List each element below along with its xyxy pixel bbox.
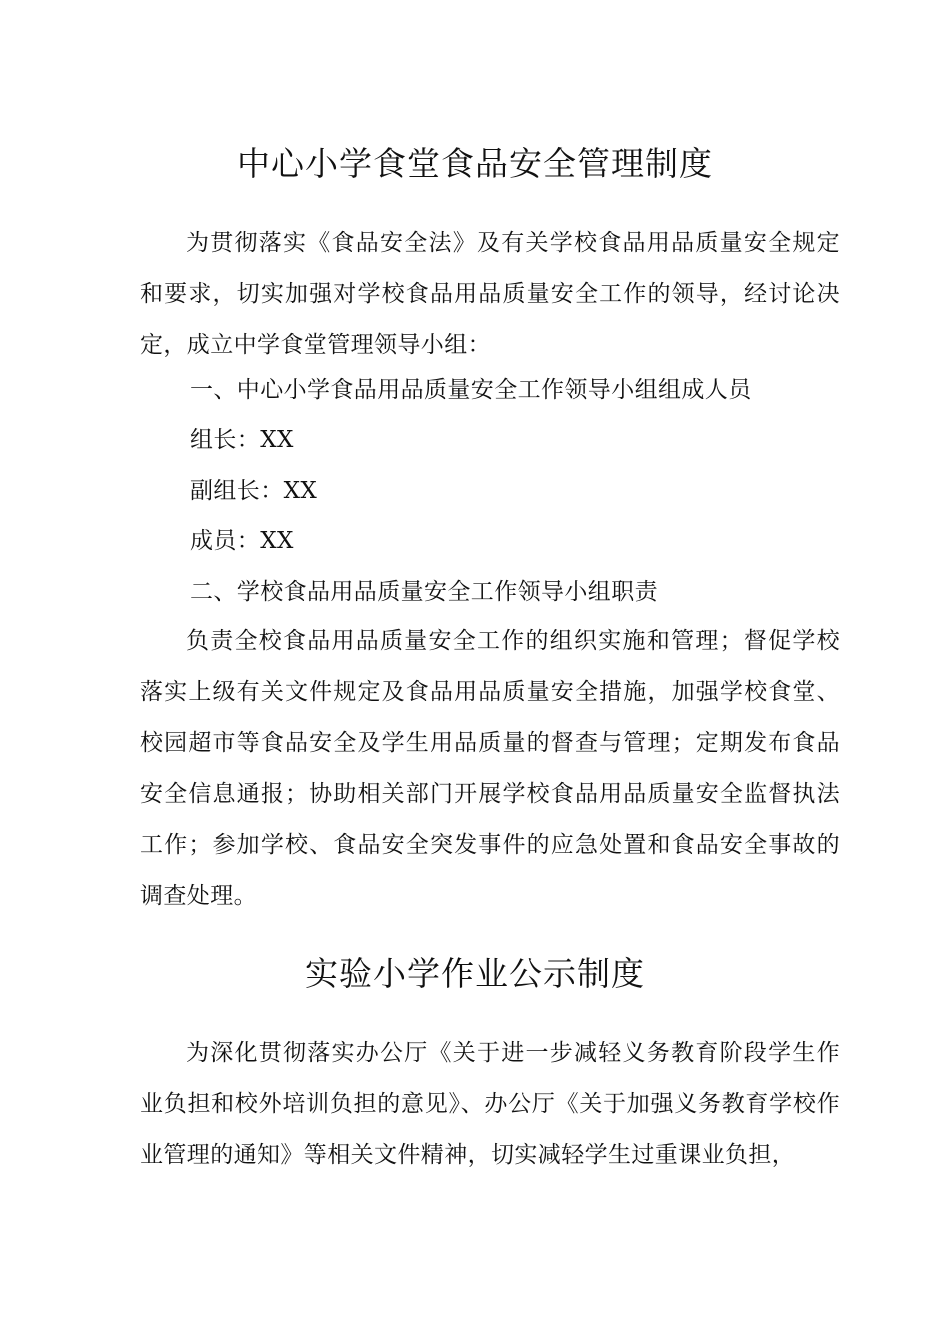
section1-intro-paragraph: 为贯彻落实《食品安全法》及有关学校食品用品质量安全规定和要求，切实加强对学校食品用品质量安全工作的领导，经讨论决定，成立中学食堂管理领导小组：: [140, 230, 840, 358]
section1-duties-paragraph: 负责全校食品用品质量安全工作的组织实施和管理；督促学校落实上级有关文件规定及食品用品质量安全措施，加强学校食堂、校园超市等食品安全及学生用品质量的督查与管理；定期发布食品安全信息通报；协助相关部门开展学校食品用品质量安全监督执法工作；参加学校、食品安全突发事件的应急处置和食品安全事故的调查处理。: [140, 628, 840, 909]
section2-intro-paragraph: 为深化贯彻落实办公厅《关于进一步减轻义务教育阶段学生作业负担和校外培训负担的意见》、办公厅《关于加强义务教育学校作业管理的通知》等相关文件精神，切实减轻学生过重课业负担，: [140, 1040, 840, 1168]
leader-line: 组长：XX: [190, 427, 294, 453]
section1-heading-members: 一、中心小学食品用品质量安全工作领导小组组成人员: [190, 377, 752, 403]
section2-title: 实验小学作业公示制度: [305, 954, 645, 993]
section1-heading-duties: 二、学校食品用品质量安全工作领导小组职责: [190, 579, 658, 605]
members-line: 成员：XX: [190, 528, 294, 554]
vice-leader-line: 副组长：XX: [190, 478, 318, 504]
section1-title: 中心小学食堂食品安全管理制度: [237, 144, 713, 183]
